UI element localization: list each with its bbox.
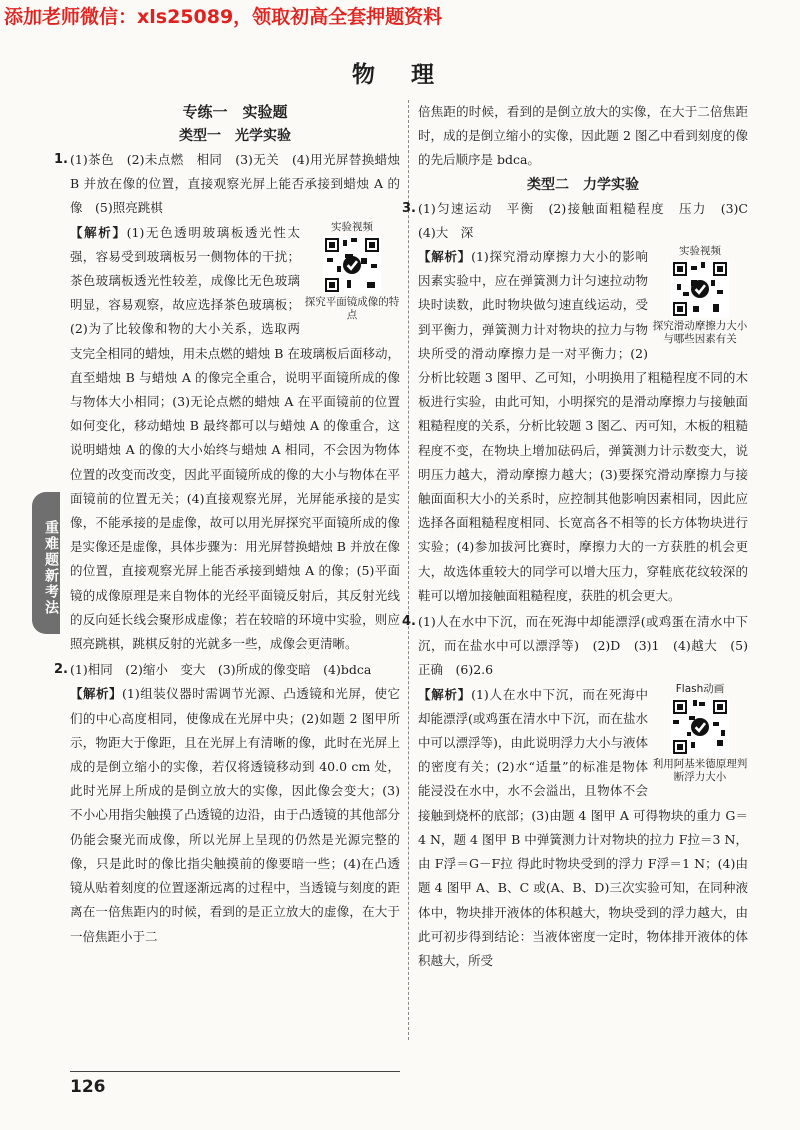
column-divider — [408, 100, 409, 1040]
question-number: 4. — [402, 614, 416, 630]
type2-title: 类型二 力学实验 — [527, 176, 639, 193]
question-number: 3. — [402, 200, 416, 216]
answer-text: (1)匀速运动 平衡 (2)接触面粗糙程度 压力 (3)C (4)大 深 — [418, 200, 761, 240]
side-tab: 重难题新考法 — [32, 492, 60, 634]
qr-caption: 利用阿基米德原理判断浮力大小 — [652, 757, 748, 783]
analysis-text: (1)组装仪器时需调节光源、凸透镜和光屏，使它们的中心高度相同，使像成在光屏中央；(2)如题 2 图甲所示，物距大于像距，且在光屏上有清晰的像，此时在光屏上成的是倒立缩小的实像，若仅将透镜移动到 40.0 cm 处，此时光屏上所成的是倒立放大的实像，因此像会变大；(3)不小心用指尖触摸了凸透镜的边沿，由于凸透镜的其他部分仍能会聚光而成像，所以光屏上呈现的仍然是光源完整的像，只是此时的像比指尖触摸前的像要暗一些；(4)在凸透镜从贴着刻度的位置逐渐远离的过程中，当透镜与刻度的距离在一倍焦距内的时候，看到的是正立放大的虚像，在大于一倍焦距小于二 — [70, 686, 400, 944]
type1-title: 类型一 光学实验 — [179, 128, 291, 144]
qr-label: 实验视频 — [331, 220, 373, 233]
qr-label: 实验视频 — [679, 245, 721, 258]
qr-code-block[interactable] — [304, 221, 400, 322]
qr-label: Flash动画 — [675, 682, 725, 695]
qr-code-block[interactable] — [652, 683, 748, 784]
analysis-tag: 【解析】 — [418, 249, 472, 265]
question-2-continued — [418, 100, 748, 173]
analysis-text: (1)无色透明玻璃板透光性太强，容易受到玻璃板另一侧物体的干扰；茶色玻璃板透光性较差，成像比无色玻璃明显，容易观察，故应选择茶色玻璃板；(2)为了比较像和物的大小关系，选取两支完全相同的蜡烛，用未点燃的蜡烛 B 在玻璃板后面移动，直至蜡烛 B 与蜡烛 A 的像完全重合，说明平面镜所成的像与物体大小相同；(3)无论点燃的蜡烛 A 在平面镜前的位置如何变化，移动蜡烛 B 最终都可以与蜡烛 A 的像重合，这说明蜡烛 A 的像的大小始终与蜡烛 A 相同，不会因为物体位置的改变而改变，因此平面镜所成的像的大小与物体在平面镜前的位置无关；(4)直接观察光屏，光屏能承接的是实像，不能承接的是虚像，故可以用光屏探究平面镜所成的像是实像还是虚像，具体步骤为：用光屏替换蜡烛 B 并放在像的位置，直接观察光屏上能否承接到蜡烛 A 的像；(5)平面镜的成像原理是来自物体的光经平面镜反射后，其反射光线的反向延长线会聚形成虚像；若在较暗的环境中实验，则应照亮跳棋，跳棋反射的光就多一些，成像会更清晰。 — [70, 224, 400, 652]
qr-code-icon[interactable] — [671, 260, 729, 318]
analysis-tag: 【解析】 — [418, 686, 472, 702]
analysis-block — [418, 245, 748, 608]
analysis-block — [70, 682, 400, 948]
qr-code-icon[interactable] — [671, 698, 729, 756]
analysis-tag: 【解析】 — [70, 224, 127, 240]
qr-code-icon[interactable] — [323, 236, 381, 294]
analysis-text: (1)探究滑动摩擦力大小的影响因素实验中，应在弹簧测力计匀速拉动物块时读数，此时物块做匀速直线运动，受到平衡力，弹簧测力计对物块的拉力与物块所受的滑动摩擦力是一对平衡力；(2)分析比较题 3 图甲、乙可知，小明换用了粗糙程度不同的木板进行实验，由此可知，小明探究的是滑动摩擦力与接触面粗糙程度的关系，分析比较题 3 图乙、丙可知，木板的粗糙程度不变，在物块上增加砝码后，弹簧测力计示数变大，说明压力越大，滑动摩擦力越大；(3)要探究滑动摩擦力与接触面面积大小的关系时，应控制其他影响因素相同，因此应选择各面粗糙程度相同、长宽高各不相等的长方体物块进行实验；(4)参加拔河比赛时，摩擦力大的一方获胜的机会更大，故选体重较大的同学可以增大压力，穿鞋底花纹较深的鞋可以增加接触面粗糙程度，获胜的机会更大。 — [418, 249, 748, 603]
question-2 — [54, 658, 400, 948]
qr-caption: 探究平面镜成像的特点 — [304, 295, 400, 321]
footer-rule — [70, 1071, 400, 1072]
section-title: 专练一 实验题 — [182, 103, 288, 121]
left-column — [54, 100, 400, 949]
answer-text: (1)人在水中下沉，而在死海中却能漂浮(或鸡蛋在清水中下沉，而在盐水中可以漂浮等) (2)D (3)1 (4)越大 (5)正确 (6)2.6 — [418, 614, 748, 678]
question-4 — [402, 610, 748, 973]
question-3 — [402, 197, 761, 608]
analysis-tag: 【解析】 — [70, 686, 123, 702]
page-number: 126 — [70, 1077, 106, 1097]
question-number: 2. — [54, 662, 68, 678]
question-number: 1. — [54, 152, 68, 167]
qr-caption: 探究滑动摩擦力大小与哪些因素有关 — [652, 320, 748, 346]
analysis-text: (1)人在水中下沉，而在死海中却能漂浮(或鸡蛋在清水中下沉，而在盐水中可以漂浮等)，由此说明浮力大小与液体的密度有关；(2)水“适量”的标准是物体能浸没在水中，水不会溢出，且物体不会接触到烧杯的底部；(3)由题 4 图甲 A 可得物块的重力 G＝4 N，题 4 图甲 B 中弹簧测力计对物块的拉力 F拉＝3 N，由 F浮＝G－F拉 得此时物块受到的浮力 F浮＝1 N；(4)由题 4 图甲 A、B、C 或(A、B、D)三次实验可知，在同种液体中，物块排开液体的体积越大，物块受到的浮力越大，由此可初步得到结论：当液体密度一定时，物体排开液体的体积越大，所受 — [418, 686, 748, 968]
promo-banner: 添加老师微信：xls25089，领取初高全套押题资料 — [4, 6, 443, 28]
analysis-block — [418, 683, 748, 973]
analysis-text-continued: 倍焦距的时候，看到的是倒立放大的实像，在大于二倍焦距时，成的是倒立缩小的实像，因此题 2 图乙中看到刻度的像的先后顺序是 bdca。 — [418, 104, 748, 168]
qr-code-block[interactable] — [652, 245, 748, 346]
right-column — [402, 100, 761, 973]
question-1 — [54, 148, 400, 656]
answer-text: (1)茶色 (2)未点燃 相同 (3)无关 (4)用光屏替换蜡烛 B 并放在像的位置，直接观察光屏上能否承接到蜡烛 A 的像 (5)照亮跳棋 — [70, 152, 400, 216]
answer-text: (1)相同 (2)缩小 变大 (3)所成的像变暗 (4)bdca — [70, 662, 372, 678]
analysis-block — [70, 221, 400, 657]
page-title: 物 理 — [351, 62, 448, 88]
